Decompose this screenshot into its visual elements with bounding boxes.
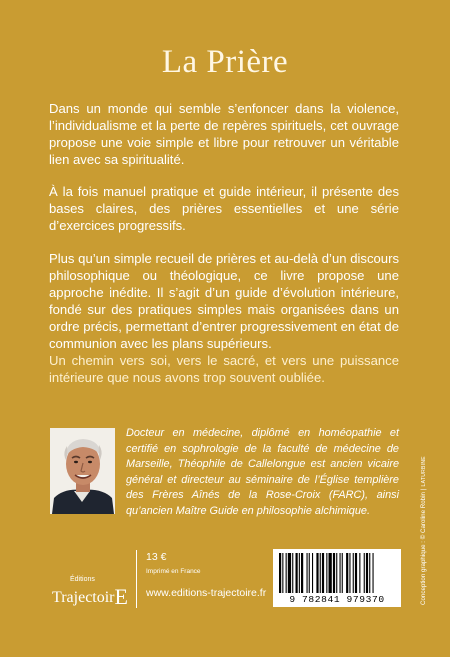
barcode-bar (288, 553, 291, 593)
barcode-bar (320, 553, 321, 593)
isbn-barcode (273, 549, 401, 607)
design-credit (420, 456, 427, 605)
barcode-bar (346, 553, 348, 593)
barcode-bar (322, 553, 324, 593)
barcode-bar (307, 553, 308, 593)
printed-in-label: Imprimé en France (146, 568, 201, 575)
barcode-bar (342, 553, 343, 593)
barcode-bar (353, 553, 354, 593)
book-title: La Prière (161, 44, 289, 80)
barcode-bar (364, 553, 365, 593)
barcode-bar (312, 553, 313, 593)
publisher-editions-label: Éditions (70, 576, 95, 583)
credit-separator: | (420, 488, 427, 491)
barcode-bar (316, 553, 318, 593)
publisher-name-main: Trajectoir (52, 589, 115, 606)
isbn-number: 9 782841 979370 (289, 594, 385, 605)
summary-paragraph-4: Un chemin vers soi, vers le sacré, et vers une puissance intérieure que nous avons trop souvent oubliée. (49, 353, 399, 385)
barcode-bar (299, 553, 300, 593)
barcode-bar (282, 553, 283, 593)
author-bio: Docteur en médecine, diplômé en homéopathie et certifié en sophrologie de la faculté de médecine de Marseille, Théophile de Callelongue est ancien vicaire général et directeur au séminaire de l’Église templière des Frères Aînés de la Rose-Croix (FARC), ainsi qu’ancien Maître Guide en philosophie alchimique. (126, 427, 399, 517)
barcode-bar (326, 553, 327, 593)
barcode-bar (279, 553, 281, 593)
summary-paragraph-3: Plus qu’un simple recueil de prières et au-delà d’un discours philosophique ou théologique, ce livre propose une approche inédite. Il s’agit d’un guide d’évolution intérieure, fondé sur des pratiques simples mais organisées dans un ordre précis, permettant d’entrer progressivement en état de communion avec les plans supérieurs. (49, 251, 399, 351)
barcode-bar (333, 553, 335, 593)
barcode-bar (340, 553, 341, 593)
barcode-bar (349, 553, 350, 593)
design-credit-text: Conception graphique : © Caroline Robin (420, 492, 427, 605)
barcode-bar (329, 553, 332, 593)
barcode-bar (369, 553, 370, 593)
barcode-bar (373, 553, 374, 593)
barcode-bar (301, 553, 303, 593)
publisher-logo[interactable] (52, 560, 132, 614)
barcode-bar (366, 553, 368, 593)
summary-paragraph-2: À la fois manuel pratique et guide intérieur, il présente des bases claires, des prières essentielles et une série d’exercices progressifs. (49, 184, 399, 233)
barcode-bar (355, 553, 357, 593)
summary-paragraph-1: Dans un monde qui semble s’enfoncer dans la violence, l’individualisme et la perte de repères spirituels, cet ouvrage propose une voie simple et libre pour retrouver un véritable lien avec sa spiritualité. (49, 101, 399, 167)
barcode-bar (309, 553, 310, 593)
publisher-name (52, 584, 128, 610)
studio-logo-text: LATURBINE (421, 456, 427, 487)
barcode-bar (336, 553, 337, 593)
publisher-website-link[interactable]: www.editions-trajectoire.fr (146, 587, 267, 599)
author-photo (50, 428, 115, 514)
barcode-bars (279, 553, 395, 593)
logo-divider (136, 550, 137, 608)
barcode-bar (292, 553, 293, 593)
barcode-bar (359, 553, 360, 593)
author-portrait-image (50, 428, 115, 514)
barcode-bar (296, 553, 298, 593)
barcode-bar (286, 553, 287, 593)
publisher-name-end: E (114, 584, 128, 609)
price-label: 13 € (146, 551, 167, 563)
